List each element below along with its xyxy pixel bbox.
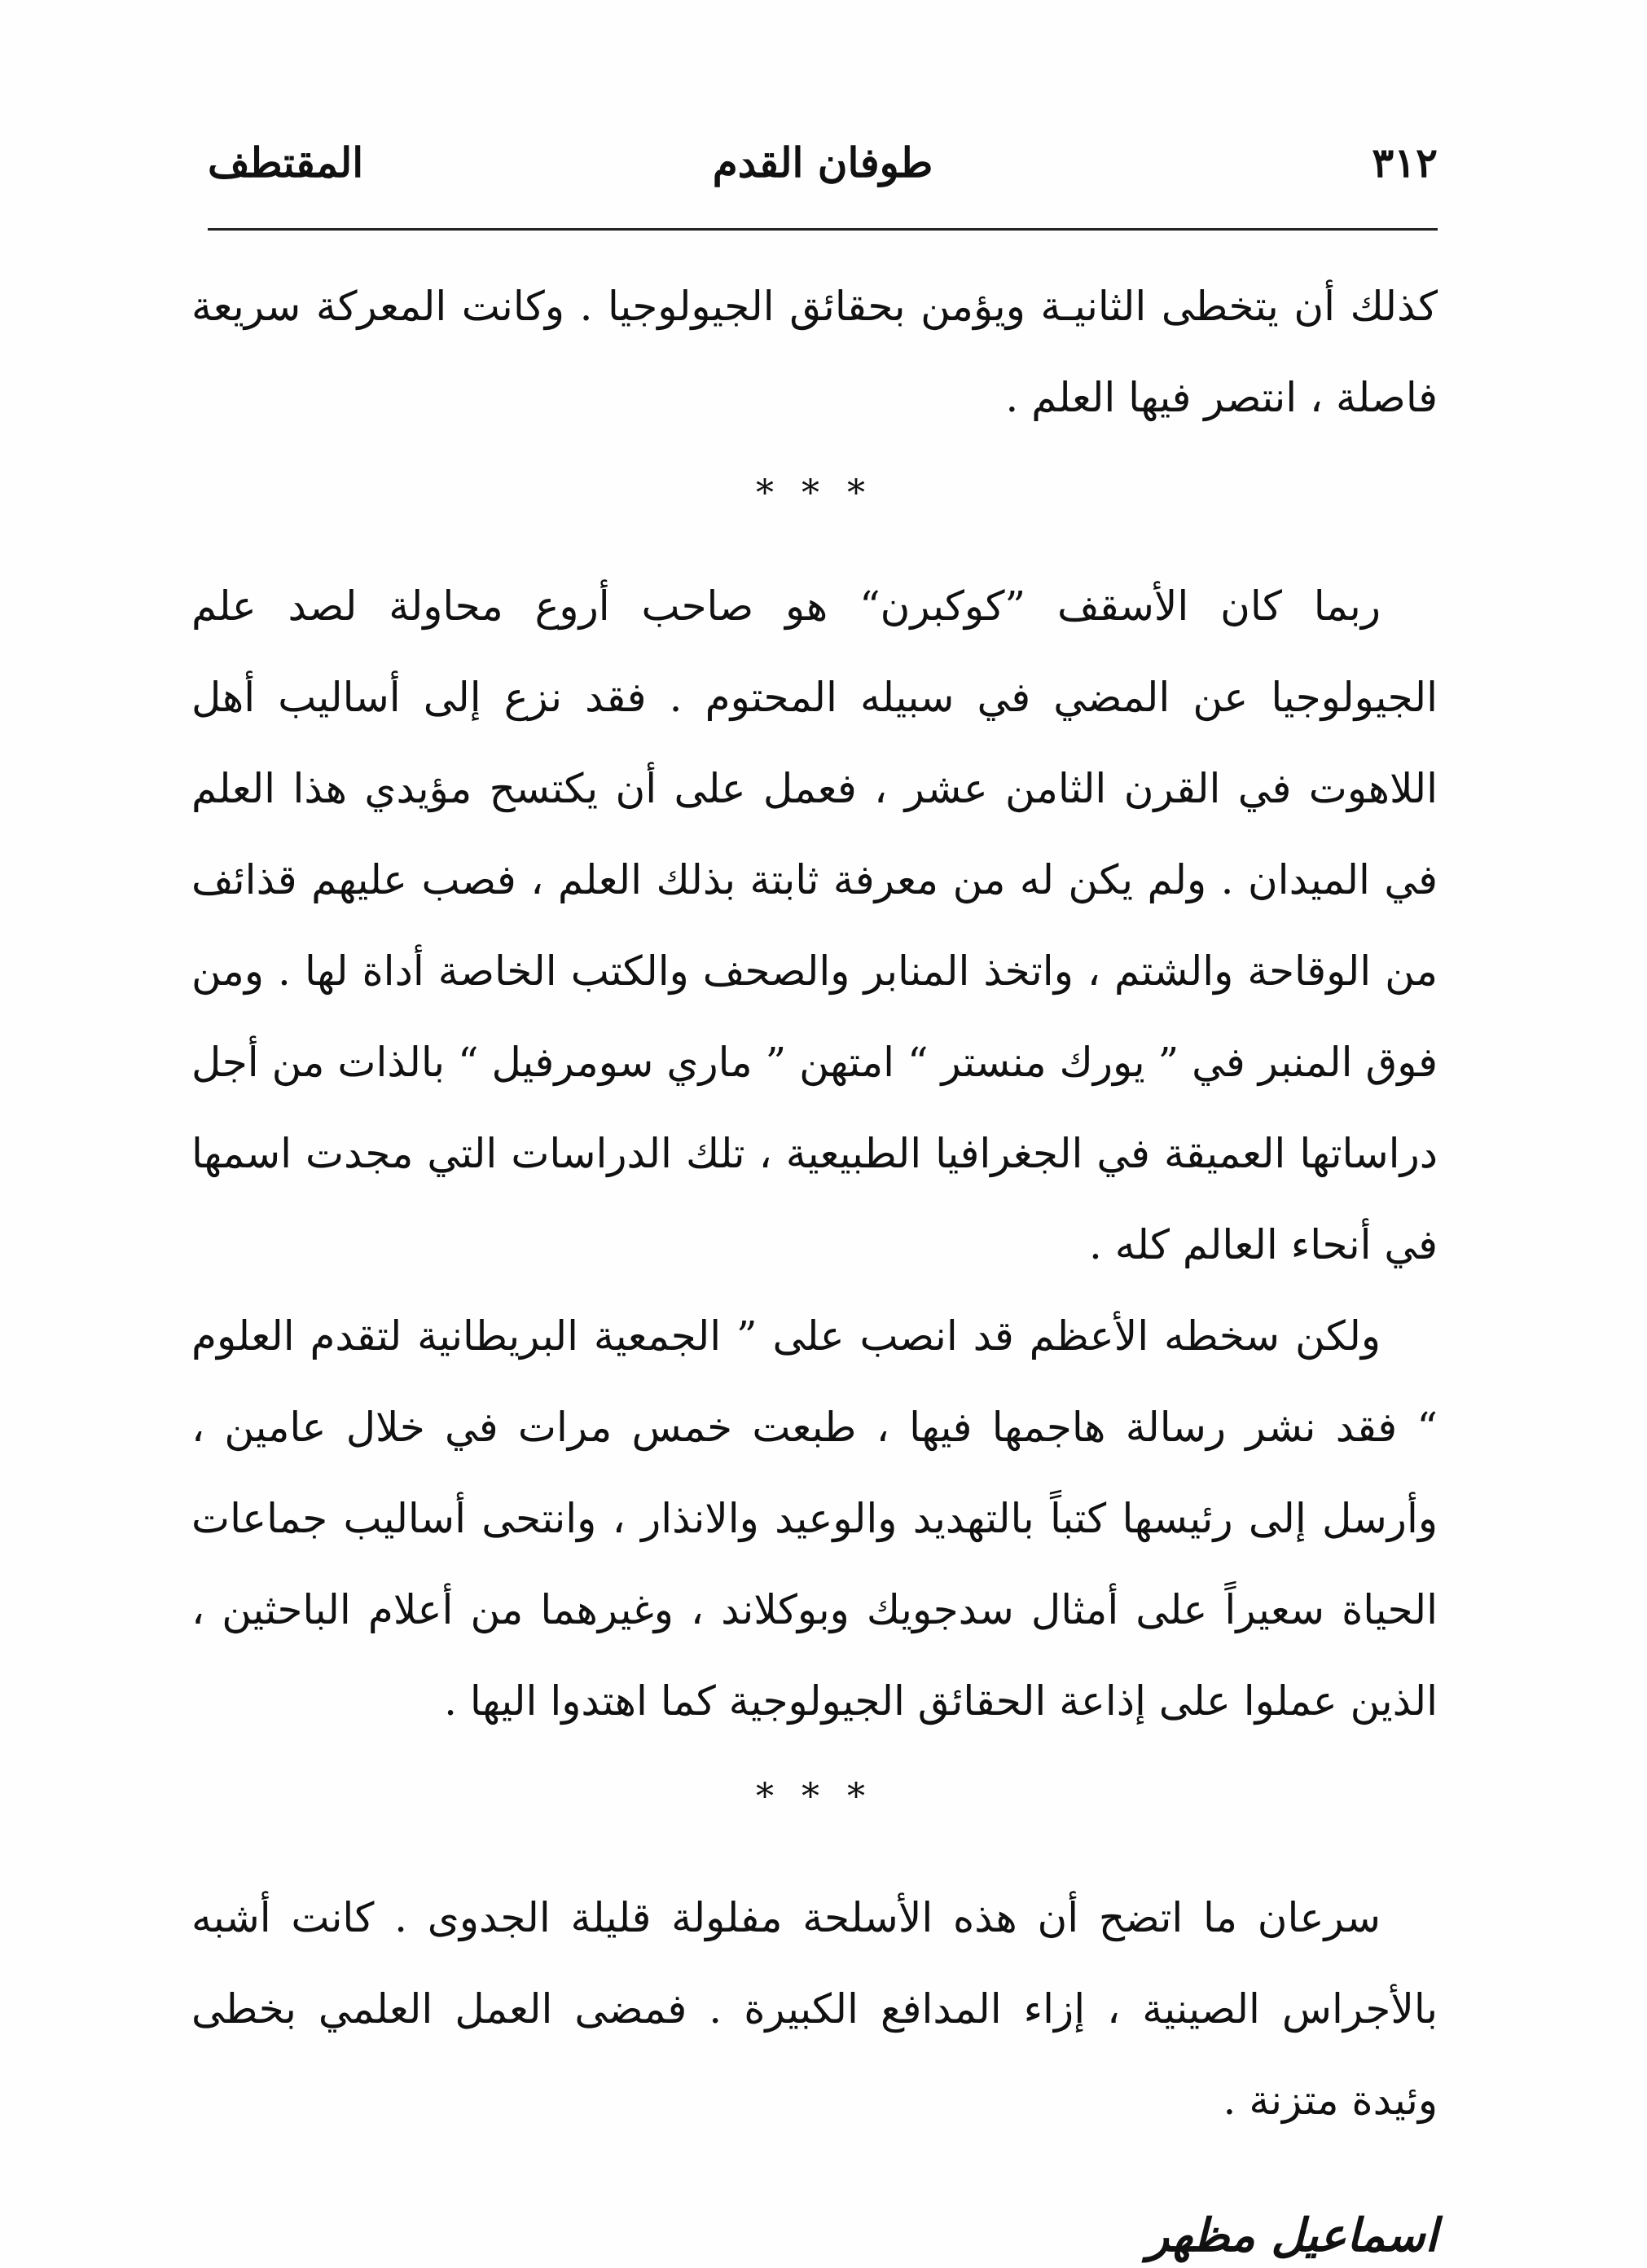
paragraph-continued: كذلك أن يتخطى الثانيـة ويؤمن بحقائق الجيولوجيا . وكانت المعركة سريعة فاصلة ، انتصر فيها العلم . [191, 283, 1438, 421]
paragraph-british-association: ولكن سخطه الأعظم قد انصب على ” الجمعية البريطانية لتقدم العلوم “ فقد نشر رسالة هاجمها فيها ، طبعت خمس مرات في خلال عامين ، وأرسل إلى رئيسها كتباً بالتهديد والوعيد والانذار ، وانتحى أساليب جماعات الحياة سعيراً على أمثال سدجويك وبوكلاند ، وغيرهما من أعلام الباحثين ، الذين عملوا على إذاعة الحقائق الجيولوجية كما اهتدوا اليها . [191, 1312, 1438, 1725]
article-body [191, 261, 1438, 2268]
page-header [208, 130, 1438, 196]
journal-name: المقتطف [208, 138, 364, 187]
header-divider [208, 228, 1438, 231]
author-signature: اسماعيل مظهر [1147, 2209, 1438, 2262]
section-separator: * * * [756, 1776, 873, 1817]
paragraph-conclusion: سرعان ما اتضح أن هذه الأسلحة مفلولة قليلة الجدوى . كانت أشبه بالأجراس الصينية ، إزاء المدافع الكبيرة . فمضى العمل العلمي بخطى وئيدة متزنة . [191, 1894, 1438, 2124]
paragraph-bishop-cockburn: ربما كان الأسقف ”كوكبرن“ هو صاحب أروع محاولة لصد علم الجيولوجيا عن المضي في سبيله المحتوم . فقد نزع إلى أساليب أهل اللاهوت في القرن الثامن عشر ، فعمل على أن يكتسح مؤيدي هذا العلم في الميدان . ولم يكن له من معرفة ثابتة بذلك العلم ، فصب عليهم قذائف من الوقاحة والشتم ، واتخذ المنابر والصحف والكتب الخاصة أداة لها . ومن فوق المنبر في ” يورك منستر “ امتهن ” ماري سومرفيل “ بالذات من أجل دراساتها العميقة في الجغرافيا الطبيعية ، تلك الدراسات التي مجدت اسمها في أنحاء العالم كله . [191, 582, 1438, 1268]
running-title: طوفان القدم [712, 138, 933, 187]
section-separator: * * * [756, 472, 873, 514]
page-number: ٣١٢ [1372, 138, 1438, 187]
